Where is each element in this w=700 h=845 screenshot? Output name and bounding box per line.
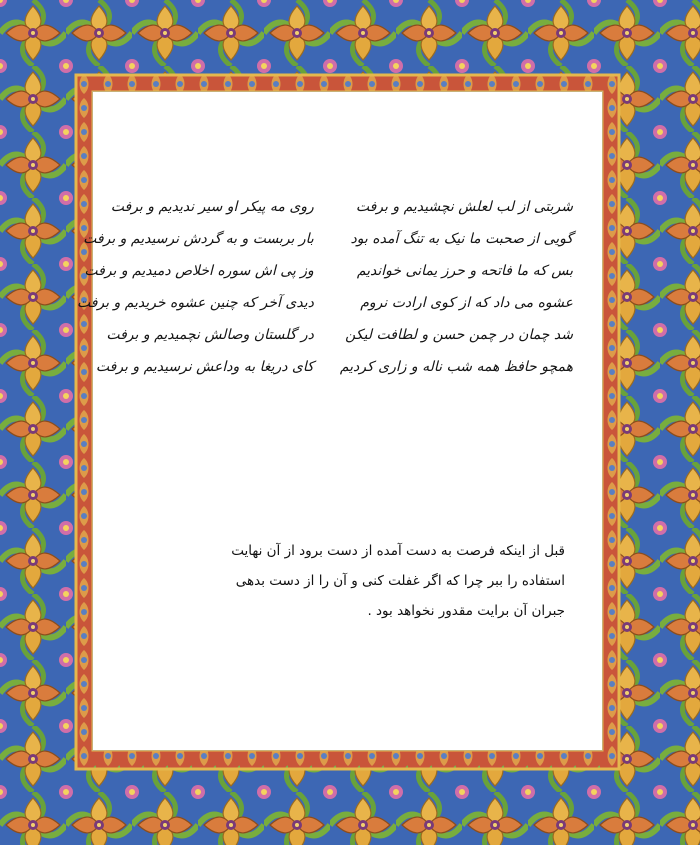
verse-line-4: بار بربست و به گردش نرسیدیم و برفت <box>83 231 314 247</box>
verse-line-1: شربتی از لب لعلش نچشیدیم و برفت <box>355 199 573 215</box>
prose-line-2: استفاده را ببر چرا که اگر غفلت کنی و آن را از دست بدهی <box>235 573 565 589</box>
verse-line-3: گویی از صحبت ما نیک به تنگ آمده بود <box>350 231 573 247</box>
verse-line-9: شد چمان در چمن حسن و لطافت لیکن <box>345 327 573 343</box>
verse-line-12: کای دریغا به وداعش نرسیدیم و برفت <box>95 359 314 375</box>
verse-line-10: در گلستان وصالش نچمیدیم و برفت <box>106 327 314 343</box>
prose-paragraph <box>133 536 565 626</box>
text-panel <box>76 92 602 750</box>
verse-line-5: بس که ما فاتحه و حرز یمانی خواندیم <box>356 263 573 279</box>
verse-line-11: همچو حافظ همه شب ناله و زاری کردیم <box>339 359 573 375</box>
prose-line-1: قبل از اینکه فرصت به دست آمده از دست برود از آن نهایت <box>231 543 565 559</box>
prose-line-3: جبران آن برایت مقدور نخواهد بود . <box>367 603 565 619</box>
verse-line-6: وز پی اش سوره اخلاص دمیدیم و برفت <box>84 263 314 279</box>
ghazal-verses <box>76 198 573 376</box>
verse-line-7: عشوه می داد که از کوی ارادت نروم <box>360 295 573 311</box>
verse-line-2: روی مه پیکر او سیر ندیدیم و برفت <box>110 199 314 215</box>
verse-line-8: دیدی آخر که چنین عشوه خریدیم و برفت <box>76 295 314 311</box>
